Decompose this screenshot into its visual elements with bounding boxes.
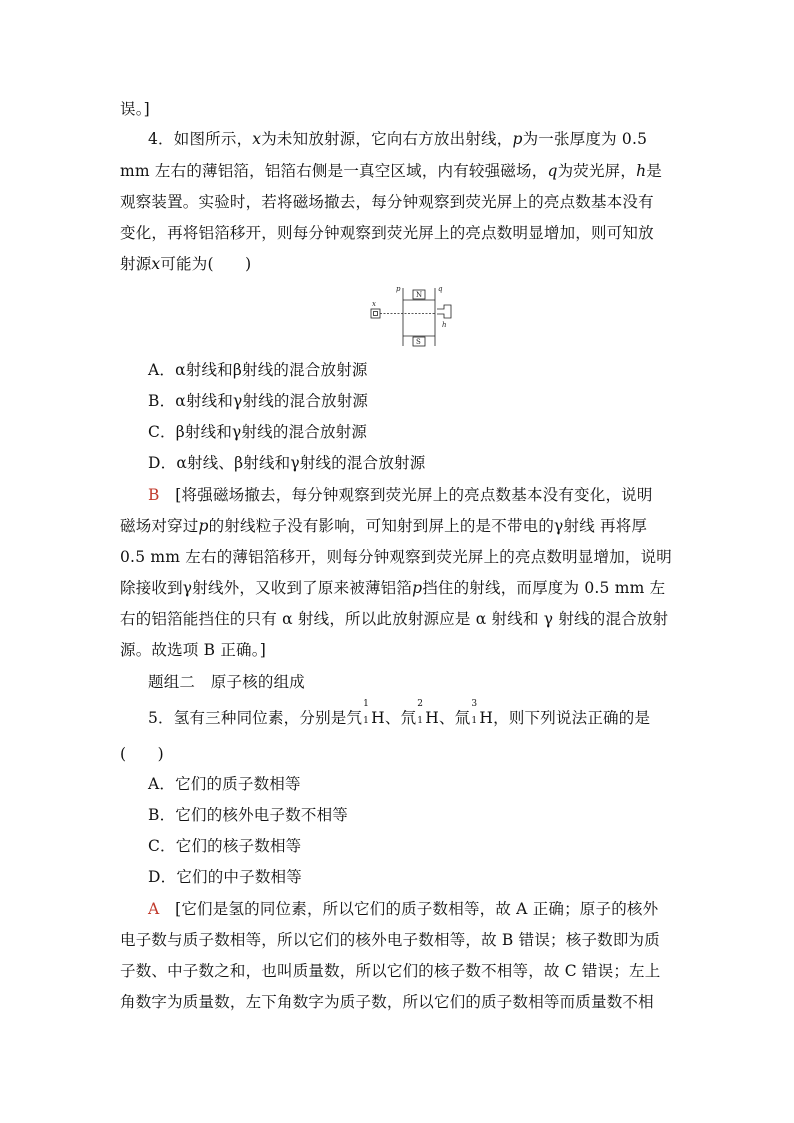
q4-explanation-line-4: 除接收到γ射线外，又收到了原来被薄铝箔p挡住的射线，而厚度为 0.5 mm 左 — [120, 579, 666, 597]
q5-explanation-line-1: A [它们是氢的同位素，所以它们的质子数相等，故 A 正确；原子的核外 — [148, 900, 659, 918]
q5-stem-line-1: 5．氢有三种同位素，分别是氕 1 1 H、氘 2 1 H、氚 3 1 H，则下列说法正确的是 — [148, 699, 651, 727]
q5-explanation-line-2: 电子数与质子数相等，所以它们的核外电子数相等，故 B 错误；核子数即为质 — [120, 931, 660, 949]
var-x: x — [252, 130, 262, 148]
q5-option-a: A．它们的质子数相等 — [148, 775, 301, 793]
isotope-tritium: 3 1 — [471, 699, 478, 726]
fig-label-n: N — [416, 291, 423, 299]
q5-explanation-line-4: 角数字为质量数，左下角数字为质子数，所以它们的质子数相等而质量数不相 — [120, 993, 654, 1011]
apparatus-figure — [368, 283, 460, 351]
source-inner — [374, 312, 378, 316]
q5-explanation-line-3: 子数、中子数之和，也叫质量数，所以它们的核子数不相等，故 C 错误；左上 — [120, 962, 661, 980]
fig-label-x: x — [372, 300, 376, 308]
var-h: h — [636, 162, 647, 180]
q4-explanation-line-5: 右的铝箔能挡住的只有 α 射线，所以此放射源应是 α 射线和 γ 射线的混合放射 — [120, 610, 669, 628]
observer-h-device — [437, 305, 451, 318]
fig-label-q: q — [438, 285, 443, 293]
q5-option-b: B．它们的核外电子数不相等 — [148, 806, 348, 824]
q5-number: 5． — [148, 709, 174, 727]
q5-option-d: D．它们的中子数相等 — [148, 868, 302, 886]
q4-number: 4． — [148, 130, 174, 148]
isotope-protium: 1 1 — [363, 699, 370, 726]
previous-answer-tail: 误。] — [120, 100, 150, 118]
q4-explanation-line-3: 0.5 mm 左右的薄铝箔移开，则每分钟观察到荧光屏上的亮点数明显增加，说明 — [120, 548, 673, 566]
fig-label-p: p — [396, 285, 401, 293]
q4-explanation-line-1: B [将强磁场撤去，每分钟观察到荧光屏上的亮点数基本没有变化，说明 — [148, 486, 653, 504]
q4-stem-line-1: 4．如图所示，x为未知放射源，它向右方放出射线，p为一张厚度为 0.5 — [148, 130, 648, 148]
q4-option-a: A．α射线和β射线的混合放射源 — [148, 361, 368, 379]
q5-option-c: C．它们的核子数相等 — [148, 837, 302, 855]
var-q: q — [547, 162, 558, 180]
section-title: 题组二 原子核的组成 — [148, 673, 306, 691]
q4-stem-line-3: 观察装置。实验时，若将磁场撤去，每分钟观察到荧光屏上的亮点数基本没有 — [120, 193, 654, 211]
q4-explanation-line-6: 源。故选项 B 正确。] — [120, 641, 266, 659]
q4-stem-line-2: mm 左右的薄铝箔，铝箔右侧是一真空区域，内有较强磁场，q为荧光屏，h是 — [120, 162, 662, 180]
q5-stem-paren: ( ) — [120, 745, 164, 763]
q4-explanation-line-2: 磁场对穿过p的射线粒子没有影响，可知射到屏上的是不带电的γ射线 再将厚 — [120, 517, 648, 535]
source-box — [371, 309, 380, 318]
q4-option-d: D．α射线、β射线和γ射线的混合放射源 — [148, 454, 426, 472]
q4-stem-line-5: 射源x可能为( ) — [120, 255, 252, 273]
q4-option-b: B．α射线和γ射线的混合放射源 — [148, 392, 369, 410]
fig-label-s: S — [416, 338, 421, 346]
q4-stem-line-4: 变化，再将铝箔移开，则每分钟观察到荧光屏上的亮点数明显增加，则可知放 — [120, 224, 654, 242]
var-p: p — [512, 130, 523, 148]
q4-option-c: C．β射线和γ射线的混合放射源 — [148, 423, 368, 441]
isotope-deuterium: 2 1 — [417, 699, 424, 726]
q5-answer-letter: A — [148, 900, 160, 918]
q4-answer-letter: B — [148, 486, 160, 504]
fig-label-h: h — [442, 321, 447, 329]
